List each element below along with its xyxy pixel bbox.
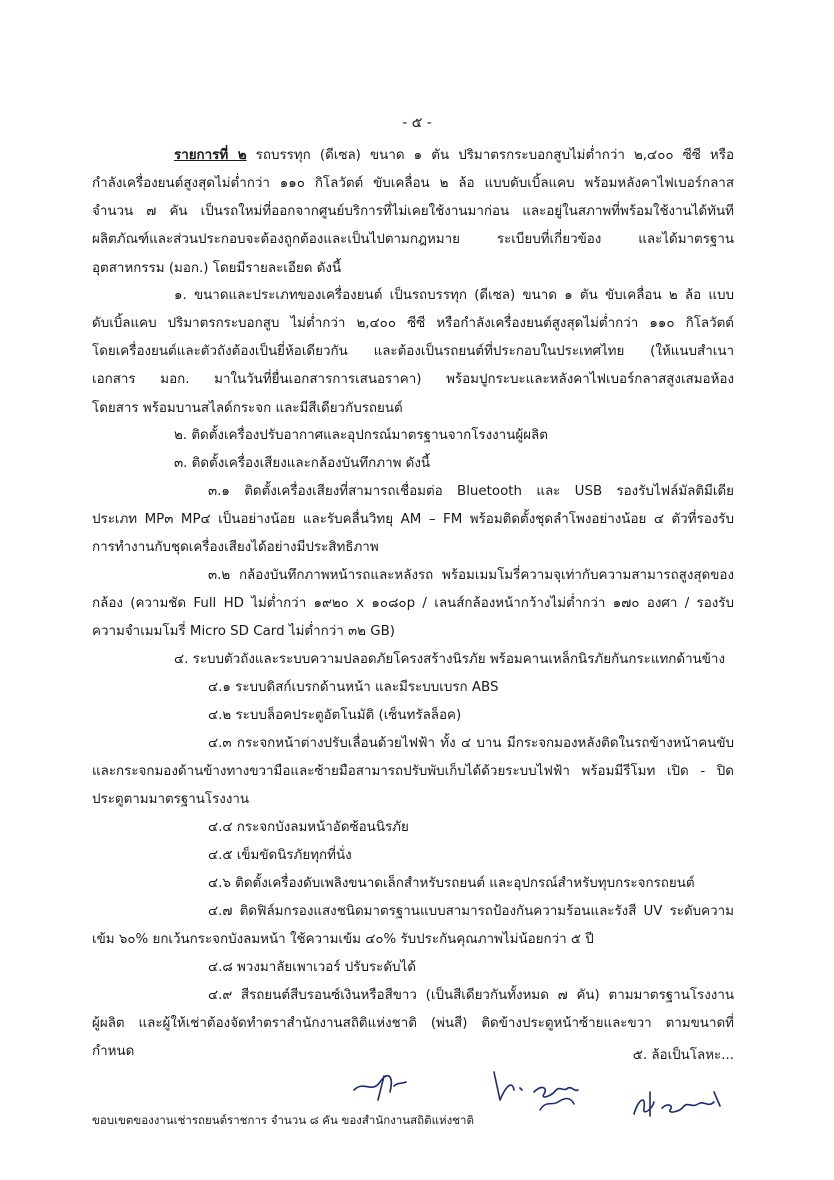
spec3-1-line: การทำงานกับชุดเครื่องเสียงได้อย่างมีประสิทธิภาพ — [92, 540, 379, 556]
signature-1 — [350, 1072, 410, 1102]
item2-line: ผลิตภัณฑ์และส่วนประกอบจะต้องถูกต้องและเป็นไปตามกฎหมาย ระเบียบที่เกี่ยวข้อง และได้มาตรฐาน — [92, 232, 734, 248]
signature-2 — [490, 1066, 580, 1116]
spec4-7-line: เข้ม ๖๐% ยกเว้นกระจกบังลมหน้า ใช้ความเข้ม ๔๐% รับประกันคุณภาพไม่น้อยกว่า ๕ ปี — [92, 932, 594, 947]
spec4-3-line: และกระจกมองด้านข้างทางขวามือและซ้ายมือสามารถปรับพับเก็บได้ด้วยระบบไฟฟ้า พร้อมมีรีโมท เปิด - ปิด — [92, 764, 734, 779]
item2-line: กำลังเครื่องยนต์สูงสุดไม่ต่ำกว่า ๑๑๐ กิโลวัตต์ ขับเคลื่อน ๒ ล้อ แบบดับเบิ้ลแคบ พร้อมหลังคาไฟเบอร์กลาส — [92, 176, 734, 191]
item2-intro: รถบรรทุก (ดีเซล) ขนาด ๑ ตัน ปริมาตรกระบอกสูบไม่ต่ำกว่า ๒,๔๐๐ ซีซี หรือ — [246, 148, 734, 163]
spec4-2: ๔.๒ ระบบล็อคประตูอัตโนมัติ (เซ็นทรัลล็อค) — [208, 708, 462, 723]
spec3-2-line: ความจำเมมโมรี่ Micro SD Card ไม่ต่ำกว่า ๓๒ GB) — [92, 624, 396, 640]
spec4-7-body — [92, 926, 734, 954]
spec4-1: ๔.๑ ระบบดิสก์เบรกด้านหน้า และมีระบบเบรก ABS — [208, 680, 499, 695]
spec2: ๒. ติดตั้งเครื่องปรับอากาศและอุปกรณ์มาตรฐานจากโรงงานผู้ผลิต — [174, 428, 548, 443]
item2-first-line — [174, 142, 734, 170]
spec4-3-first-line: ๔.๓ กระจกหน้าต่างปรับเลื่อนด้วยไฟฟ้า ทั้ง ๔ บาน มีกระจกมองหลังติดในรถข้างหน้าคนขับ — [208, 736, 734, 751]
spec4-8: ๔.๘ พวงมาลัยเพาเวอร์ ปรับระดับได้ — [208, 960, 416, 975]
spec4-9-line: ผู้ผลิต และผู้ให้เช่าต้องจัดทำตราสำนักงานสถิติแห่งชาติ (พ่นสี) ติดข้างประตูหน้าซ้ายและขวา ตามขนาดที่ — [92, 1016, 734, 1031]
page-number: - ๕ - — [402, 115, 432, 131]
spec1-line: โดยสาร พร้อมบานสไลด์กระจก และมีสีเดียวกับรถยนต์ — [92, 400, 403, 416]
spec4-3-line: ประตูตามมาตรฐานโรงงาน — [92, 792, 250, 808]
spec4-9-first-line: ๔.๙ สีรถยนต์สีบรอนซ์เงินหรือสีขาว (เป็นสีเดียวกันทั้งหมด ๗ คัน) ตามมาตรฐานโรงงาน — [208, 988, 734, 1003]
signature-3 — [628, 1086, 728, 1122]
item2-line: อุตสาหกรรม (มอก.) โดยมีรายละเอียด ดังนี้ — [92, 260, 342, 276]
spec4-5: ๔.๕ เข็มขัดนิรภัยทุกที่นั่ง — [208, 848, 352, 863]
item2-line: จำนวน ๗ คัน เป็นรถใหม่ที่ออกจากศูนย์บริการที่ไม่เคยใช้งานมาก่อน และอยู่ในสภาพที่พร้อมใช้งานได้ทันที — [92, 204, 734, 220]
spec4-3-body — [92, 758, 734, 814]
spec3-1-first-line: ๓.๑ ติดตั้งเครื่องเสียงที่สามารถเชื่อมต่อ Bluetooth และ USB รองรับไฟล์มัลติมีเดีย — [208, 484, 734, 499]
spec3-1-body — [92, 506, 734, 562]
spec1-first-line: ๑. ขนาดและประเภทของเครื่องยนต์ เป็นรถบรรทุก (ดีเซล) ขนาด ๑ ตัน ขับเคลื่อน ๒ ล้อ แบบ — [174, 288, 734, 303]
footer-text: ขอบเขตของงานเช่ารถยนต์ราชการ จำนวน ๘ คัน ของสำนักงานสถิติแห่งชาติ — [92, 1113, 474, 1127]
spec4-7-first-line: ๔.๗ ติดฟิล์มกรองแสงชนิดมาตรฐานแบบสามารถป้องกันความร้อนและรังสี UV ระดับความ — [208, 904, 734, 919]
spec4-4: ๔.๔ กระจกบังลมหน้าอัดซ้อนนิรภัย — [208, 820, 409, 835]
spec4-6: ๔.๖ ติดตั้งเครื่องดับเพลิงขนาดเล็กสำหรับรถยนต์ และอุปกรณ์สำหรับทุบกระจกรถยนต์ — [208, 876, 695, 891]
item2-title: รายการที่ ๒ — [174, 148, 247, 163]
spec3: ๓. ติดตั้งเครื่องเสียงและกล้องบันทึกภาพ ดังนี้ — [174, 456, 431, 471]
spec4-9-line: กำหนด — [92, 1044, 135, 1060]
spec1-line: ดับเบิ้ลแคบ ปริมาตรกระบอกสูบ ไม่ต่ำกว่า ๒,๔๐๐ ซีซี หรือกำลังเครื่องยนต์สูงสุดไม่ต่ำกว่า ๑๑๐ กิโลวัตต์ — [92, 316, 734, 331]
continuation-note: ๕. ล้อเป็นโลหะ... — [632, 1048, 734, 1063]
spec4: ๔. ระบบตัวถังและระบบความปลอดภัยโครงสร้างนิรภัย พร้อมคานเหล็กนิรภัยกันกระแทกด้านข้าง — [174, 652, 725, 667]
spec3-2-first-line: ๓.๒ กล้องบันทึกภาพหน้ารถและหลังรถ พร้อมเมมโมรี่ความจุเท่ากับความสามารถสูงสุดของ — [208, 568, 734, 583]
spec1-line: โดยเครื่องยนต์และตัวถังต้องเป็นยี่ห้อเดียวกัน และต้องเป็นรถยนต์ที่ประกอบในประเทศไทย (ให้แนบสำเนา — [92, 344, 734, 360]
spec1-body — [92, 310, 734, 423]
spec1-line: เอกสาร มอก. มาในวันที่ยื่นเอกสารการเสนอราคา) พร้อมปูกระบะและหลังคาไฟเบอร์กลาสสูงเสมอห้อง — [92, 372, 734, 388]
spec3-2-body — [92, 590, 734, 646]
item2-body — [92, 170, 734, 283]
spec3-2-line: กล้อง (ความชัด Full HD ไม่ต่ำกว่า ๑๙๒๐ x ๑๐๘๐p / เลนส์กล้องหน้ากว้างไม่ต่ำกว่า ๑๗๐ องศา / รองรับ — [92, 596, 734, 611]
spec3-1-line: ประเภท MP๓ MP๔ เป็นอย่างน้อย และรับคลื่นวิทยุ AM – FM พร้อมติดตั้งชุดลำโพงอย่างน้อย ๔ ตัวที่รองรับ — [92, 512, 734, 527]
